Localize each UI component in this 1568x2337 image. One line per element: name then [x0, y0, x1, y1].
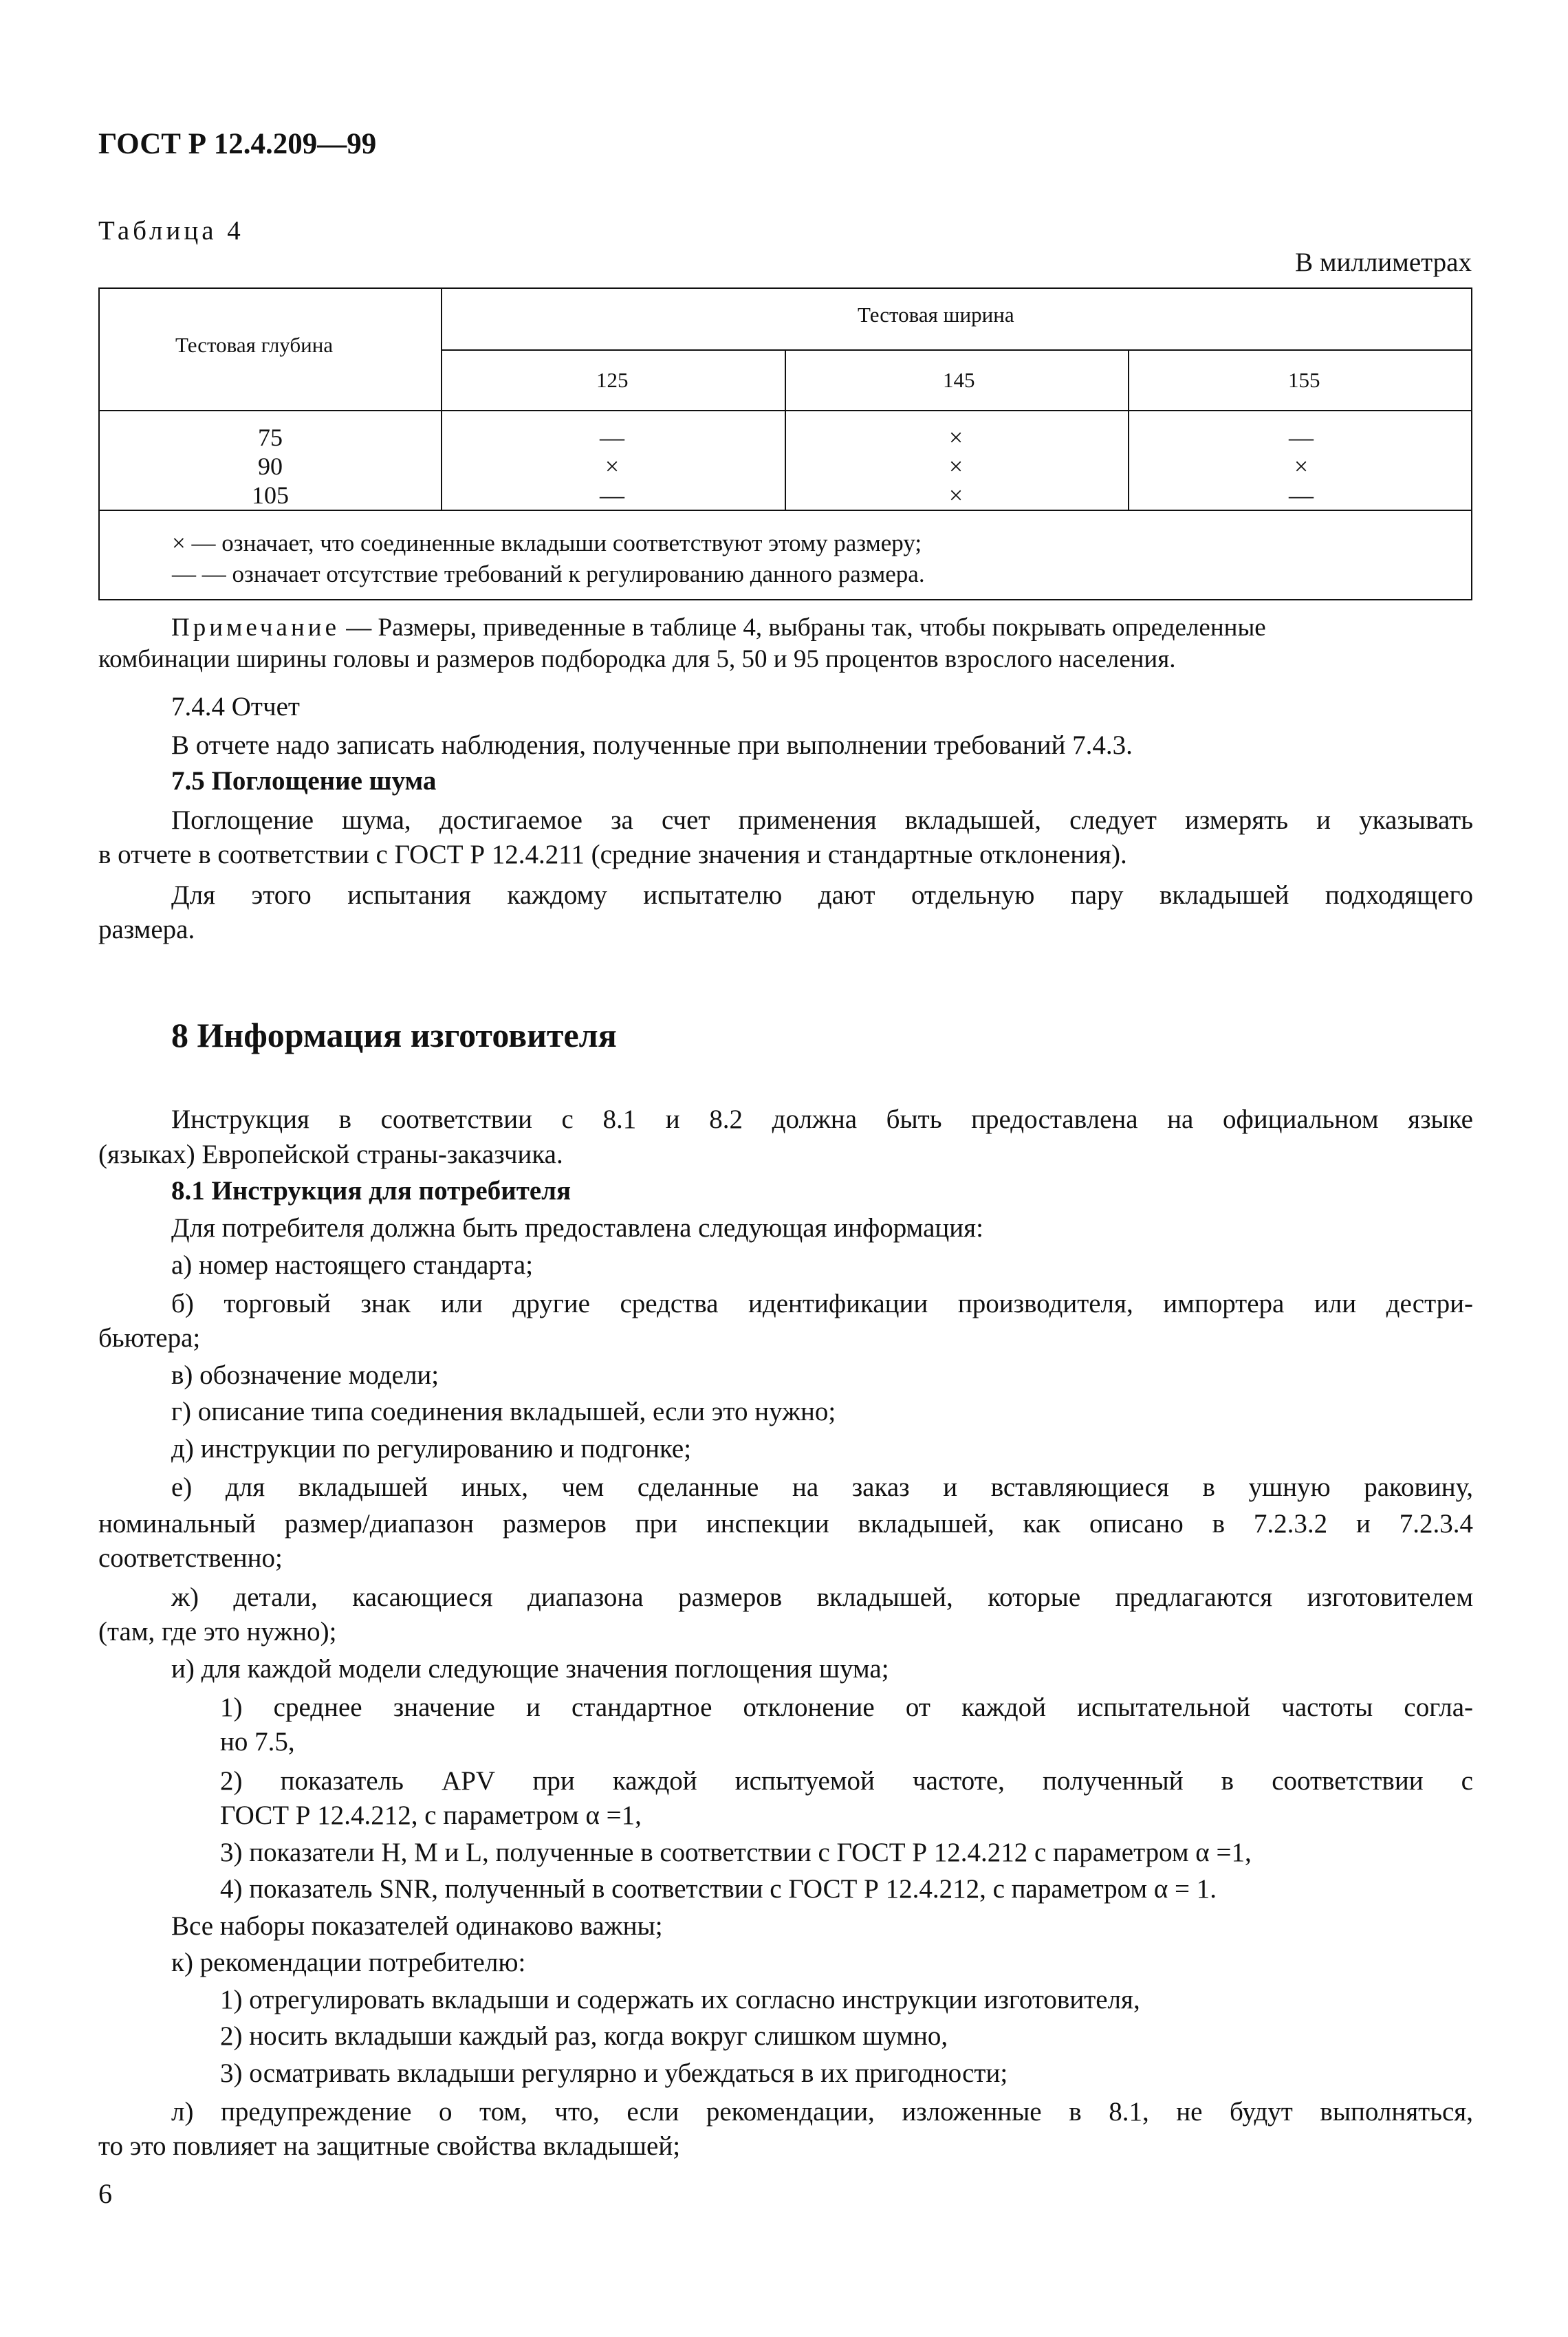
table-divider [100, 510, 1472, 511]
list-item: в) обозначение модели; [171, 1360, 439, 1390]
list-item: и) для каждой модели следующие значения поглощения шума; [171, 1654, 889, 1684]
sub-list-item: 2) показатель APV при каждой испытуемой частоте, полученный в соответствии с [220, 1766, 1473, 1796]
sub-list-item: 1) отрегулировать вкладыши и содержать их согласно инструкции изготовителя, [220, 1985, 1140, 2014]
list-item: а) номер настоящего стандарта; [171, 1250, 534, 1280]
paragraph-line: (языках) Европейской страны-заказчика. [98, 1140, 563, 1169]
table-cell: × [948, 424, 963, 451]
list-item: то это повлияет на защитные свойства вкладышей; [98, 2131, 681, 2161]
size-table [98, 287, 1472, 600]
sub-list-item: 3) показатели H, M и L, полученные в соответствии с ГОСТ Р 12.4.212 с параметром α =1, [220, 1838, 1252, 1867]
header-test-width: Тестовая ширина [858, 303, 1014, 327]
section-8-1-heading: 8.1 Инструкция для потребителя [171, 1176, 571, 1206]
section-8-heading: 8 Информация изготовителя [171, 1016, 617, 1054]
table-legend-line: — — означает отсутствие требований к регулированию данного размера. [172, 561, 925, 587]
list-item: г) описание типа соединения вкладышей, если это нужно; [171, 1397, 836, 1426]
table-divider [785, 349, 786, 511]
page-number: 6 [98, 2178, 112, 2209]
sub-list-item: 3) осматривать вкладыши регулярно и убеждаться в их пригодности; [220, 2058, 1008, 2088]
list-item: соответственно; [98, 1543, 283, 1573]
table-cell: × [948, 481, 963, 509]
list-item: б) торговый знак или другие средства идентификации производителя, импортера или дестри- [171, 1289, 1473, 1318]
section-7-4-4-heading: 7.4.4 Отчет [171, 692, 300, 721]
table-cell: — [1289, 481, 1314, 509]
table-cell: — [1289, 424, 1314, 451]
list-item: к) рекомендации потребителю: [171, 1948, 526, 1977]
table-divider [100, 410, 1472, 411]
table-cell: × [1294, 453, 1309, 480]
paragraph-line: Инструкция в соответствии с 8.1 и 8.2 должна быть предоставлена на официальном языке [171, 1105, 1473, 1134]
list-item: (там, где это нужно); [98, 1617, 337, 1646]
width-145: 145 [943, 368, 975, 392]
section-7-4-4-text: В отчете надо записать наблюдения, полученные при выполнении требований 7.4.3. [171, 730, 1133, 760]
note-text: — Размеры, приведенные в таблице 4, выбраны так, чтобы покрывать определенные [346, 613, 1266, 642]
list-item: л) предупреждение о том, что, если рекомендации, изложенные в 8.1, не будут выполняться, [171, 2097, 1473, 2127]
document-header: ГОСТ Р 12.4.209—99 [98, 128, 377, 160]
list-item: ж) детали, касающиеся диапазона размеров вкладышей, которые предлагаются изготовителем [171, 1583, 1473, 1612]
table-cell: — [600, 424, 624, 451]
sub-list-item: 2) носить вкладыши каждый раз, когда вокруг слишком шумно, [220, 2021, 948, 2051]
sub-list-item: но 7.5, [220, 1727, 295, 1757]
table-cell: — [600, 481, 624, 509]
width-155: 155 [1288, 368, 1320, 392]
paragraph-line: Все наборы показателей одинаково важны; [171, 1911, 663, 1941]
depth-90: 90 [258, 453, 283, 480]
sub-list-item: 1) среднее значение и стандартное отклонение от каждой испытательной частоты согла- [220, 1693, 1473, 1722]
table-divider [441, 349, 1472, 351]
sub-list-item: ГОСТ Р 12.4.212, с параметром α =1, [220, 1801, 642, 1830]
section-7-5-heading: 7.5 Поглощение шума [171, 766, 437, 796]
list-item: бьютера; [98, 1323, 201, 1353]
header-test-depth: Тестовая глубина [175, 333, 334, 357]
table-divider [1128, 349, 1129, 511]
table-cell: × [948, 453, 963, 480]
paragraph-line: в отчете в соответствии с ГОСТ Р 12.4.211 (средние значения и стандартные отклонения). [98, 840, 1127, 869]
table-caption: Таблица 4 [98, 216, 244, 246]
depth-105: 105 [252, 481, 289, 509]
list-item: е) для вкладышей иных, чем сделанные на заказ и вставляющиеся в ушную раковину, [171, 1472, 1473, 1502]
note-text: комбинации ширины головы и размеров подбородка для 5, 50 и 95 процентов взрослого населения. [98, 645, 1176, 673]
list-item: номинальный размер/диапазон размеров при инспекции вкладышей, как описано в 7.2.3.2 и 7.2.3.4 [98, 1509, 1473, 1539]
table-cell: × [605, 453, 620, 480]
depth-75: 75 [258, 424, 283, 451]
paragraph-line: Для этого испытания каждому испытателю дают отдельную пару вкладышей подходящего [171, 880, 1473, 910]
table-note [171, 615, 1266, 640]
paragraph-line: Для потребителя должна быть предоставлена следующая информация: [171, 1213, 983, 1243]
note-label: Примечание [171, 613, 340, 642]
width-125: 125 [596, 368, 629, 392]
table-unit: В миллиметрах [1295, 248, 1472, 277]
list-item: д) инструкции по регулированию и подгонке; [171, 1434, 692, 1464]
sub-list-item: 4) показатель SNR, полученный в соответствии с ГОСТ Р 12.4.212, с параметром α = 1. [220, 1874, 1217, 1904]
table-divider [441, 289, 442, 511]
paragraph-line: размера. [98, 915, 195, 944]
paragraph-line: Поглощение шума, достигаемое за счет применения вкладышей, следует измерять и указывать [171, 805, 1473, 835]
table-legend-line: × — означает, что соединенные вкладыши соответствуют этому размеру; [172, 530, 922, 556]
